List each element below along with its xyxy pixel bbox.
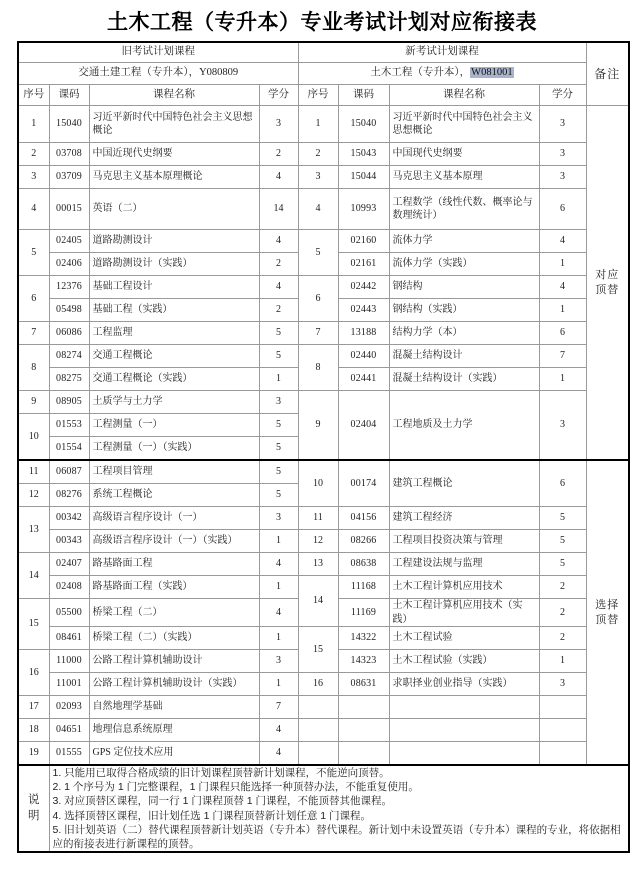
new-course-name-cell: 工程数学（线性代数、概率论与数理统计） xyxy=(389,189,539,230)
old-code-cell: 08274 xyxy=(49,345,89,368)
new-code-cell: 15040 xyxy=(338,106,389,143)
table-row xyxy=(18,166,629,189)
old-code-cell: 08276 xyxy=(49,484,89,507)
table-row xyxy=(18,106,629,143)
new-credit-cell: 1 xyxy=(539,253,586,276)
old-seq-cell: 15 xyxy=(18,599,49,650)
old-seq-cell: 11 xyxy=(18,460,49,484)
note-item: 5. 旧计划英语（二）替代课程顶替新计划英语（专升本）替代课程。新计划中未设置英语（专升本）课程的专业，将依据相应的衔接表进行新课程的顶替。 xyxy=(52,823,621,850)
new-credit-cell: 2 xyxy=(539,599,586,627)
new-code-cell: 02443 xyxy=(338,299,389,322)
old-course-name-cell: 公路工程计算机辅助设计 xyxy=(89,650,259,673)
new-credit-cell: 3 xyxy=(539,166,586,189)
old-code-cell: 08461 xyxy=(49,627,89,650)
old-credit-cell: 5 xyxy=(259,414,298,437)
new-seq-cell: 10 xyxy=(298,460,338,507)
old-course-name-cell: 高级语言程序设计（一）（实践） xyxy=(89,530,259,553)
old-credit-cell: 1 xyxy=(259,627,298,650)
old-course-name-cell: 中国近现代史纲要 xyxy=(89,143,259,166)
notes-row xyxy=(18,765,629,852)
remark-column-header: 备注 xyxy=(586,42,629,106)
old-code-cell: 02405 xyxy=(49,230,89,253)
new-code-cell: 11169 xyxy=(338,599,389,627)
old-course-name-cell: 路基路面工程（实践） xyxy=(89,576,259,599)
old-credit-cell: 4 xyxy=(259,276,298,299)
old-course-name-cell: GPS 定位技术应用 xyxy=(89,742,259,766)
new-code-cell: 02440 xyxy=(338,345,389,368)
old-code-cell: 00015 xyxy=(49,189,89,230)
new-course-name-cell: 工程项目投资决策与管理 xyxy=(389,530,539,553)
new-course-name-cell: 土木工程试验（实践） xyxy=(389,650,539,673)
new-credit-cell: 3 xyxy=(539,143,586,166)
old-course-name-cell: 地理信息系统原理 xyxy=(89,719,259,742)
old-course-name-cell: 桥梁工程（二）（实践） xyxy=(89,627,259,650)
old-course-name-cell: 高级语言程序设计（一） xyxy=(89,507,259,530)
course-mapping-table xyxy=(17,41,630,853)
old-credit-cell: 4 xyxy=(259,230,298,253)
new-course-name-cell: 土木工程试验 xyxy=(389,627,539,650)
new-seq-cell: 2 xyxy=(298,143,338,166)
new-credit-cell: 2 xyxy=(539,627,586,650)
page-title: 土木工程（专升本）专业考试计划对应衔接表 xyxy=(107,10,537,34)
new-code-cell: 14323 xyxy=(338,650,389,673)
old-credit-cell: 5 xyxy=(259,345,298,368)
new-course-name-cell: 土木工程计算机应用技术（实践） xyxy=(389,599,539,627)
old-seq-cell: 18 xyxy=(18,719,49,742)
new-course-name-cell: 钢结构（实践） xyxy=(389,299,539,322)
new-seq-cell: 5 xyxy=(298,230,338,276)
new-seq-header: 序号 xyxy=(298,85,338,106)
new-seq-cell: 15 xyxy=(298,627,338,673)
new-credit-cell: 4 xyxy=(539,276,586,299)
new-course-name-cell-empty xyxy=(389,742,539,766)
new-code-cell-empty xyxy=(338,742,389,766)
new-credit-cell-empty xyxy=(539,696,586,719)
old-credit-cell: 3 xyxy=(259,507,298,530)
old-credit-cell: 4 xyxy=(259,553,298,576)
old-credit-cell: 4 xyxy=(259,719,298,742)
old-code-cell: 02093 xyxy=(49,696,89,719)
table-row xyxy=(18,460,629,484)
old-credit-cell: 2 xyxy=(259,299,298,322)
table-row xyxy=(18,276,629,299)
new-seq-cell: 9 xyxy=(298,391,338,461)
old-credit-cell: 4 xyxy=(259,166,298,189)
old-course-name-cell: 交通工程概论（实践） xyxy=(89,368,259,391)
old-code-cell: 00343 xyxy=(49,530,89,553)
notes-body xyxy=(49,765,629,852)
old-course-name-cell: 工程测量（一）（实践） xyxy=(89,437,259,461)
new-code-cell: 08631 xyxy=(338,673,389,696)
new-code-cell: 15043 xyxy=(338,143,389,166)
new-seq-cell: 14 xyxy=(298,576,338,627)
old-course-name-cell: 系统工程概论 xyxy=(89,484,259,507)
old-course-name-cell: 土质学与土力学 xyxy=(89,391,259,414)
new-course-name-cell: 工程地质及土力学 xyxy=(389,391,539,461)
new-seq-cell: 4 xyxy=(298,189,338,230)
new-credit-cell: 6 xyxy=(539,322,586,345)
new-code-cell: 10993 xyxy=(338,189,389,230)
old-course-name-cell: 道路勘测设计 xyxy=(89,230,259,253)
new-code-cell-empty xyxy=(338,719,389,742)
new-seq-cell: 11 xyxy=(298,507,338,530)
old-seq-cell: 16 xyxy=(18,650,49,696)
notes-label: 说 明 xyxy=(18,765,49,852)
old-credit-cell: 1 xyxy=(259,576,298,599)
new-course-name-cell: 结构力学（本） xyxy=(389,322,539,345)
new-course-name-cell: 中国现代史纲要 xyxy=(389,143,539,166)
old-credit-cell: 14 xyxy=(259,189,298,230)
new-seq-cell: 7 xyxy=(298,322,338,345)
table-body xyxy=(18,42,629,852)
new-seq-cell-empty xyxy=(298,719,338,742)
new-seq-cell: 1 xyxy=(298,106,338,143)
note-item: 1. 只能用已取得合格成绩的旧计划课程顶替新计划课程，不能逆向顶替。 xyxy=(52,767,390,779)
new-course-name-cell-empty xyxy=(389,719,539,742)
old-credit-cell: 1 xyxy=(259,368,298,391)
table-row xyxy=(18,576,629,599)
old-seq-cell: 8 xyxy=(18,345,49,391)
new-credit-cell: 1 xyxy=(539,650,586,673)
new-credit-cell: 5 xyxy=(539,553,586,576)
old-seq-cell: 10 xyxy=(18,414,49,461)
new-major-label xyxy=(298,63,586,85)
new-code-cell: 02442 xyxy=(338,276,389,299)
old-seq-cell: 17 xyxy=(18,696,49,719)
new-course-name-cell: 混凝土结构设计（实践） xyxy=(389,368,539,391)
old-credit-cell: 3 xyxy=(259,391,298,414)
new-seq-cell: 8 xyxy=(298,345,338,391)
table-row xyxy=(18,673,629,696)
old-course-name-cell: 道路勘测设计（实践） xyxy=(89,253,259,276)
header-group-row xyxy=(18,42,629,63)
new-code-header: 课码 xyxy=(338,85,389,106)
old-code-cell: 06087 xyxy=(49,460,89,484)
header-columns-row xyxy=(18,85,629,106)
new-code-cell: 13188 xyxy=(338,322,389,345)
table-row xyxy=(18,391,629,414)
old-credit-cell: 2 xyxy=(259,253,298,276)
new-seq-cell: 13 xyxy=(298,553,338,576)
old-code-cell: 03708 xyxy=(49,143,89,166)
old-credit-cell: 7 xyxy=(259,696,298,719)
new-course-name-cell: 混凝土结构设计 xyxy=(389,345,539,368)
new-code-cell-empty xyxy=(338,696,389,719)
old-course-name-cell: 英语（二） xyxy=(89,189,259,230)
old-credit-cell: 3 xyxy=(259,650,298,673)
table-row xyxy=(18,719,629,742)
table-row xyxy=(18,696,629,719)
new-code-cell: 02404 xyxy=(338,391,389,461)
old-code-cell: 04651 xyxy=(49,719,89,742)
new-seq-cell: 3 xyxy=(298,166,338,189)
new-course-name-cell-empty xyxy=(389,696,539,719)
old-seq-cell: 13 xyxy=(18,507,49,553)
table-row xyxy=(18,322,629,345)
old-code-cell: 02408 xyxy=(49,576,89,599)
new-major-code-highlight: W081001 xyxy=(471,67,513,79)
old-code-cell: 01554 xyxy=(49,437,89,461)
old-seq-cell: 3 xyxy=(18,166,49,189)
old-credit-cell: 1 xyxy=(259,530,298,553)
old-seq-cell: 12 xyxy=(18,484,49,507)
new-course-name-cell: 土木工程计算机应用技术 xyxy=(389,576,539,599)
new-credit-cell: 4 xyxy=(539,230,586,253)
old-code-cell: 01553 xyxy=(49,414,89,437)
old-code-cell: 11001 xyxy=(49,673,89,696)
new-code-cell: 14322 xyxy=(338,627,389,650)
old-course-name-cell: 基础工程设计 xyxy=(89,276,259,299)
new-course-name-cell: 建筑工程概论 xyxy=(389,460,539,507)
table-row xyxy=(18,189,629,230)
new-course-name-cell: 流体力学 xyxy=(389,230,539,253)
new-credit-cell: 7 xyxy=(539,345,586,368)
old-code-cell: 05500 xyxy=(49,599,89,627)
table-row xyxy=(18,230,629,253)
old-major-label: 交通土建工程（专升本），Y080809 xyxy=(18,63,298,85)
old-seq-cell: 5 xyxy=(18,230,49,276)
new-course-name-cell: 流体力学（实践） xyxy=(389,253,539,276)
new-credit-cell: 6 xyxy=(539,460,586,507)
new-plan-group-header: 新考试计划课程 xyxy=(298,42,586,63)
header-major-row xyxy=(18,63,629,85)
table-row xyxy=(18,530,629,553)
old-course-name-cell: 公路工程计算机辅助设计（实践） xyxy=(89,673,259,696)
new-credit-cell: 5 xyxy=(539,507,586,530)
old-seq-cell: 14 xyxy=(18,553,49,599)
old-credit-cell: 2 xyxy=(259,143,298,166)
old-course-name-cell: 自然地理学基础 xyxy=(89,696,259,719)
new-code-cell: 15044 xyxy=(338,166,389,189)
old-credit-header: 学分 xyxy=(259,85,298,106)
new-credit-cell: 2 xyxy=(539,576,586,599)
old-code-cell: 11000 xyxy=(49,650,89,673)
note-item: 3. 对应顶替区课程，同一行 1 门课程顶替 1 门课程，不能顶替其他课程。 xyxy=(52,795,393,808)
table-row xyxy=(18,143,629,166)
old-credit-cell: 1 xyxy=(259,673,298,696)
new-code-cell: 08638 xyxy=(338,553,389,576)
new-credit-cell-empty xyxy=(539,719,586,742)
new-code-cell: 08266 xyxy=(338,530,389,553)
old-code-cell: 08905 xyxy=(49,391,89,414)
new-course-name-cell: 建筑工程经济 xyxy=(389,507,539,530)
old-seq-cell: 1 xyxy=(18,106,49,143)
table-row xyxy=(18,345,629,368)
old-seq-header: 序号 xyxy=(18,85,49,106)
new-course-header: 课程名称 xyxy=(389,85,539,106)
new-credit-cell-empty xyxy=(539,742,586,766)
table-row xyxy=(18,553,629,576)
new-course-name-cell: 马克思主义基本原理 xyxy=(389,166,539,189)
new-seq-cell-empty xyxy=(298,742,338,766)
old-seq-cell: 2 xyxy=(18,143,49,166)
old-course-header: 课程名称 xyxy=(89,85,259,106)
old-code-cell: 03709 xyxy=(49,166,89,189)
old-code-cell: 06086 xyxy=(49,322,89,345)
old-course-name-cell: 基础工程（实践） xyxy=(89,299,259,322)
old-code-cell: 15040 xyxy=(49,106,89,143)
old-course-name-cell: 习近平新时代中国特色社会主义思想概论 xyxy=(89,106,259,143)
old-credit-cell: 5 xyxy=(259,484,298,507)
old-credit-cell: 5 xyxy=(259,322,298,345)
table-row xyxy=(18,742,629,766)
new-credit-cell: 3 xyxy=(539,391,586,461)
old-plan-group-header: 旧考试计划课程 xyxy=(18,42,298,63)
old-seq-cell: 9 xyxy=(18,391,49,414)
old-seq-cell: 6 xyxy=(18,276,49,322)
old-code-header: 课码 xyxy=(49,85,89,106)
old-credit-cell: 4 xyxy=(259,742,298,766)
note-item: 4. 选择顶替区课程，旧计划任选 1 门课程顶替新计划任意 1 门课程。 xyxy=(52,809,372,822)
new-code-cell: 02160 xyxy=(338,230,389,253)
new-seq-cell-empty xyxy=(298,696,338,719)
old-credit-cell: 4 xyxy=(259,599,298,627)
new-credit-cell: 3 xyxy=(539,106,586,143)
old-code-cell: 08275 xyxy=(49,368,89,391)
old-code-cell: 02406 xyxy=(49,253,89,276)
old-code-cell: 01555 xyxy=(49,742,89,766)
new-code-cell: 00174 xyxy=(338,460,389,507)
old-code-cell: 00342 xyxy=(49,507,89,530)
new-code-cell: 02161 xyxy=(338,253,389,276)
new-seq-cell: 16 xyxy=(298,673,338,696)
remark-corresponding: 对应 顶替 xyxy=(586,106,629,461)
new-course-name-cell: 习近平新时代中国特色社会主义思想概论 xyxy=(389,106,539,143)
old-code-cell: 02407 xyxy=(49,553,89,576)
old-code-cell: 12376 xyxy=(49,276,89,299)
table-row xyxy=(18,627,629,650)
old-course-name-cell: 路基路面工程 xyxy=(89,553,259,576)
new-seq-cell: 12 xyxy=(298,530,338,553)
old-seq-cell: 19 xyxy=(18,742,49,766)
new-credit-cell: 5 xyxy=(539,530,586,553)
new-seq-cell: 6 xyxy=(298,276,338,322)
old-code-cell: 05498 xyxy=(49,299,89,322)
new-credit-cell: 6 xyxy=(539,189,586,230)
old-course-name-cell: 工程项目管理 xyxy=(89,460,259,484)
new-code-cell: 04156 xyxy=(338,507,389,530)
new-code-cell: 11168 xyxy=(338,576,389,599)
new-course-name-cell: 求职择业创业指导（实践） xyxy=(389,673,539,696)
old-course-name-cell: 交通工程概论 xyxy=(89,345,259,368)
note-item: 2. 1 个序号为 1 门完整课程，1 门课程只能选择一种顶替办法，不能重复使用。 xyxy=(52,781,419,794)
old-seq-cell: 4 xyxy=(18,189,49,230)
new-credit-cell: 3 xyxy=(539,673,586,696)
old-course-name-cell: 马克思主义基本原理概论 xyxy=(89,166,259,189)
remark-optional: 选择 顶替 xyxy=(586,460,629,765)
new-course-name-cell: 工程建设法规与监理 xyxy=(389,553,539,576)
table-row xyxy=(18,507,629,530)
old-course-name-cell: 工程监理 xyxy=(89,322,259,345)
old-seq-cell: 7 xyxy=(18,322,49,345)
old-credit-cell: 5 xyxy=(259,437,298,461)
new-major-text: 土木工程（专升本）， xyxy=(370,67,471,79)
old-course-name-cell: 桥梁工程（二） xyxy=(89,599,259,627)
old-credit-cell: 3 xyxy=(259,106,298,143)
old-credit-cell: 5 xyxy=(259,460,298,484)
new-credit-header: 学分 xyxy=(539,85,586,106)
new-course-name-cell: 钢结构 xyxy=(389,276,539,299)
new-credit-cell: 1 xyxy=(539,368,586,391)
old-course-name-cell: 工程测量（一） xyxy=(89,414,259,437)
new-code-cell: 02441 xyxy=(338,368,389,391)
new-credit-cell: 1 xyxy=(539,299,586,322)
